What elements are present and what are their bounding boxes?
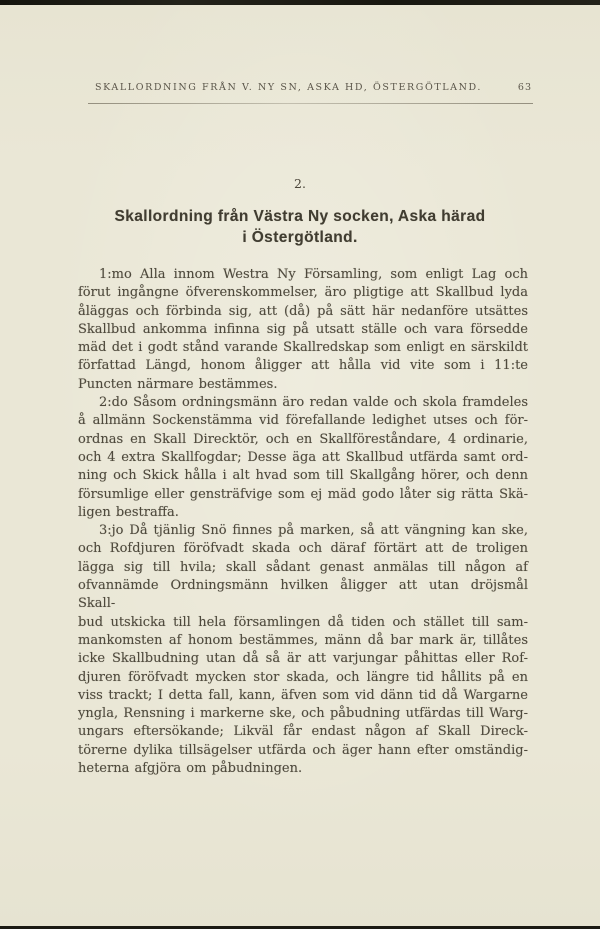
text-line: ungars eftersökande; Likväl får endast någon af Skall Direck- (78, 724, 528, 740)
text-line: 1:mo Alla innom Westra Ny Församling, som enligt Lag och (99, 267, 528, 282)
text-line: förut ingångne öfverenskommelser, äro pligtige att Skallbud lyda (78, 285, 528, 301)
scan-edge-top (0, 0, 600, 5)
text-line: mankomsten af honom bestämmes, männ då bar mark är, tillåtes (78, 632, 528, 648)
text-line: viss trackt; I detta fall, kann, äfven som vid dänn tid då Wargarne (78, 687, 528, 703)
section-number: 2. (294, 176, 306, 191)
page-number: 63 (517, 82, 532, 93)
text-line: 3:jo Då tjänlig Snö finnes på marken, så att vängning kan ske, (99, 523, 528, 539)
header-rule (88, 103, 533, 104)
text-line: mäd det i godt stånd varande Skallredskap som enligt en särskildt (78, 340, 528, 356)
text-line: Skallbud ankomma infinna sig på utsatt ställe och vara försedde (78, 321, 528, 337)
text-line: 2:do Såsom ordningsmänn äro redan valde och skola framdeles (99, 395, 528, 411)
text-line: icke Skallbudning utan då så är att varjungar påhittas eller Rof- (78, 651, 528, 667)
text-line: och 4 extra Skallfogdar; Desse äga att Skallbud utfärda samt ord- (78, 449, 528, 465)
text-line: Puncten närmare bestämmes. (78, 376, 278, 392)
running-header (95, 82, 532, 93)
text-line: ofvannämde Ordningsmänn hvilken åligger att utan dröjsmål Skall- (78, 578, 528, 612)
text-line: å allmänn Sockenstämma vid förefallande ledighet utses och för- (78, 413, 528, 429)
text-line: djuren föröfvadt mycken stor skada, och längre tid hållits på en (78, 669, 528, 685)
text-line: lägga sig till hvila; skall sådant genast anmälas till någon af (78, 559, 528, 575)
text-line: och Rofdjuren föröfvadt skada och däraf förtärt att de troligen (78, 541, 528, 557)
text-line: författad Längd, honom åligger att hålla vid vite som i 11:te (78, 358, 528, 374)
document-title (60, 206, 540, 248)
text-line: åläggas och förbinda sig, att (då) på sätt här nedanföre utsättes (78, 303, 528, 319)
text-line: heterna afgjöra om påbudningen. (78, 761, 303, 777)
text-line: yngla, Rensning i markerne ske, och påbudning utfärdas till Warg- (78, 706, 528, 722)
text-line: försumlige eller gensträfvige som ej mäd godo låter sig rätta Skä- (78, 486, 528, 502)
text-line: törerne dylika tillsägelser utfärda och äger hann efter omständig- (78, 742, 528, 758)
document-title-line2: i Östergötland. (242, 229, 358, 246)
text-line: ligen bestraffa. (78, 504, 179, 520)
text-line: bud utskicka till hela församlingen då tiden och stället till sam- (78, 614, 528, 630)
text-line: ning och Skick hålla i alt hvad som till Skallgång hörer, och denn (78, 468, 528, 484)
body-text (78, 266, 528, 778)
running-header-title: SKALLORDNING FRÅN V. NY SN, ASKA HD, ÖSTERGÖTLAND. (95, 82, 483, 93)
text-line: ordnas en Skall Direcktör, och en Skallföreståndare, 4 ordinarie, (78, 431, 528, 447)
document-title-line1: Skallordning från Västra Ny socken, Aska härad (114, 208, 486, 225)
